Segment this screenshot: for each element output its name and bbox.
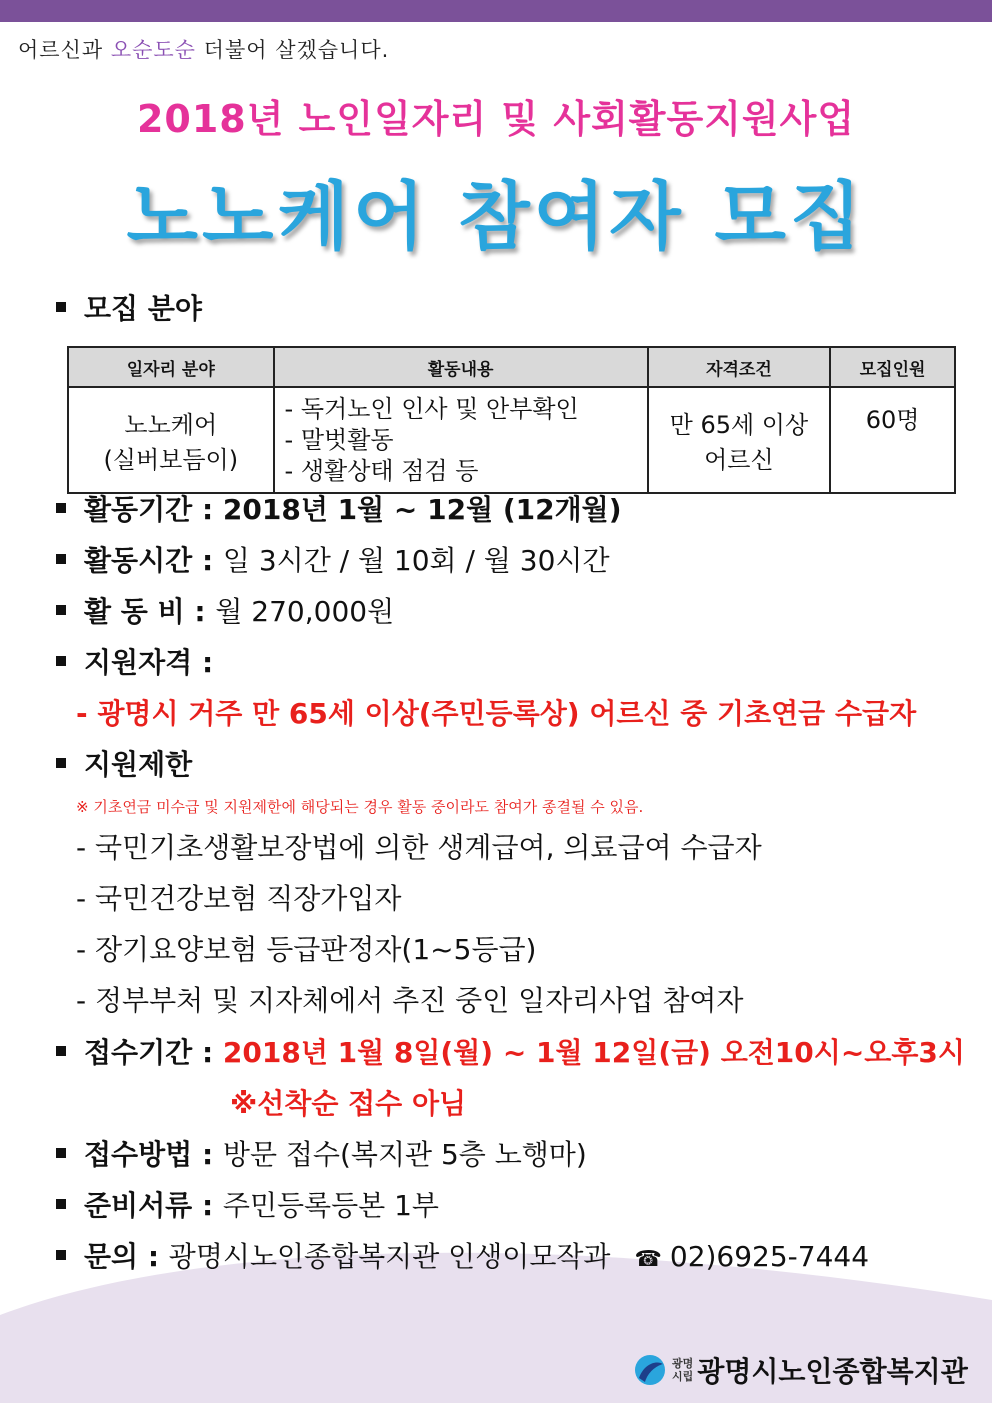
recruit-field-label: 모집 분야: [84, 292, 202, 325]
reception-period-note: ※선착순 접수 아님: [230, 1087, 467, 1120]
table-header-qualification: 자격조건: [648, 347, 831, 387]
bullet-square-icon: [56, 1046, 66, 1056]
period-value: 2018년 1월 ~ 12월 (12개월): [222, 493, 622, 526]
org-name: 광명시노인종합복지관: [697, 1355, 968, 1388]
table-row: [68, 387, 955, 493]
documents-value: 주민등록등본 1부: [222, 1189, 439, 1222]
cost-label: 활 동 비 :: [84, 595, 216, 628]
field-alias: (실버보듬이): [103, 446, 239, 474]
hours-value: 일 3시간 / 월 10회 / 월 30시간: [222, 544, 610, 577]
table-cell-qualification: [648, 387, 831, 493]
restriction-note: ※ 기초연금 미수급 및 지원제한에 해당되는 경우 활동 중이라도 참여가 종결될 수 있음.: [76, 798, 644, 816]
table-cell-count: 60명: [830, 387, 955, 493]
contact-phone[interactable]: 02)6925-7444: [669, 1240, 870, 1273]
reception-method-label: 접수방법 :: [84, 1138, 223, 1171]
eligibility-heading: [56, 641, 213, 681]
hours-label: 활동시간 :: [84, 544, 223, 577]
bullet-square-icon: [56, 503, 66, 513]
reception-method-value: 방문 접수(복지관 5층 노행마): [222, 1138, 587, 1171]
slogan: [18, 34, 389, 64]
org-emblem-icon: [634, 1354, 666, 1386]
period-line: [56, 488, 622, 528]
eligibility-label: 지원자격 :: [84, 646, 214, 679]
table-header-count: 모집인원: [830, 347, 955, 387]
slogan-prefix: 어르신과: [18, 38, 111, 62]
bullet-square-icon: [56, 605, 66, 615]
contact-label: 문의 :: [84, 1240, 169, 1273]
cost-value: 월 270,000원: [215, 595, 395, 628]
reception-period-value: 2018년 1월 8일(월) ~ 1월 12일(금) 오전10시~오후3시: [222, 1036, 965, 1069]
table-cell-activities: [274, 387, 648, 493]
logo-small-text: [672, 1357, 693, 1383]
contact-value: 광명시노인종합복지관 인생이모작과: [168, 1240, 611, 1273]
table-header-field: 일자리 분야: [68, 347, 274, 387]
restriction-item: - 장기요양보험 등급판정자(1~5등급): [76, 933, 537, 966]
bullet-square-icon: [56, 1148, 66, 1158]
table-cell-field: [68, 387, 274, 493]
activity-item: - 생활상태 점검 등: [284, 456, 479, 485]
restriction-item: - 정부부처 및 지자체에서 추진 중인 일자리사업 참여자: [76, 984, 744, 1017]
page-subtitle: 2018년 노인일자리 및 사회활동지원사업: [136, 97, 856, 141]
reception-period-label: 접수기간 :: [84, 1036, 223, 1069]
recruit-field-heading: [56, 287, 202, 327]
slogan-suffix: 더불어 살겠습니다.: [195, 38, 390, 62]
restriction-item: - 국민기초생활보장법에 의한 생계급여, 의료급여 수급자: [76, 831, 762, 864]
bullet-square-icon: [56, 554, 66, 564]
documents-line: [56, 1184, 439, 1224]
table-header-activities: 활동내용: [274, 347, 648, 387]
logo-top: 광명: [672, 1357, 694, 1370]
bullet-square-icon: [56, 758, 66, 768]
qualification-line: 어르신: [704, 446, 774, 474]
recruit-table: [67, 346, 956, 494]
restriction-item: - 국민건강보험 직장가입자: [76, 882, 402, 915]
bullet-square-icon: [56, 1199, 66, 1209]
top-bar: [0, 0, 992, 22]
reception-period-line: [56, 1031, 965, 1071]
field-name: 노노케어: [124, 411, 218, 439]
hours-line: [56, 539, 610, 579]
qualification-line: 만 65세 이상: [669, 411, 809, 439]
documents-label: 준비서류 :: [84, 1189, 223, 1222]
cost-line: [56, 590, 394, 630]
restriction-label: 지원제한: [84, 748, 193, 781]
bullet-square-icon: [56, 1250, 66, 1260]
eligibility-item: - 광명시 거주 만 65세 이상(주민등록상) 어르신 중 기초연금 수급자: [76, 697, 917, 730]
footer-logo: [634, 1350, 968, 1390]
table-header-row: [68, 347, 955, 387]
contact-line: [56, 1235, 869, 1275]
logo-bottom: 시립: [672, 1370, 694, 1383]
reception-method-line: [56, 1133, 587, 1173]
period-label: 활동기간 :: [84, 493, 223, 526]
restriction-heading: [56, 743, 192, 783]
slogan-accent: 오순도순: [110, 38, 196, 62]
phone-icon: ☎: [634, 1247, 662, 1272]
bullet-square-icon: [56, 656, 66, 666]
bullet-square-icon: [56, 302, 66, 312]
activity-item: - 말벗활동: [284, 425, 394, 454]
page-title: 노노케어 참여자 모집: [126, 174, 866, 260]
activity-item: - 독거노인 인사 및 안부확인: [284, 394, 579, 423]
